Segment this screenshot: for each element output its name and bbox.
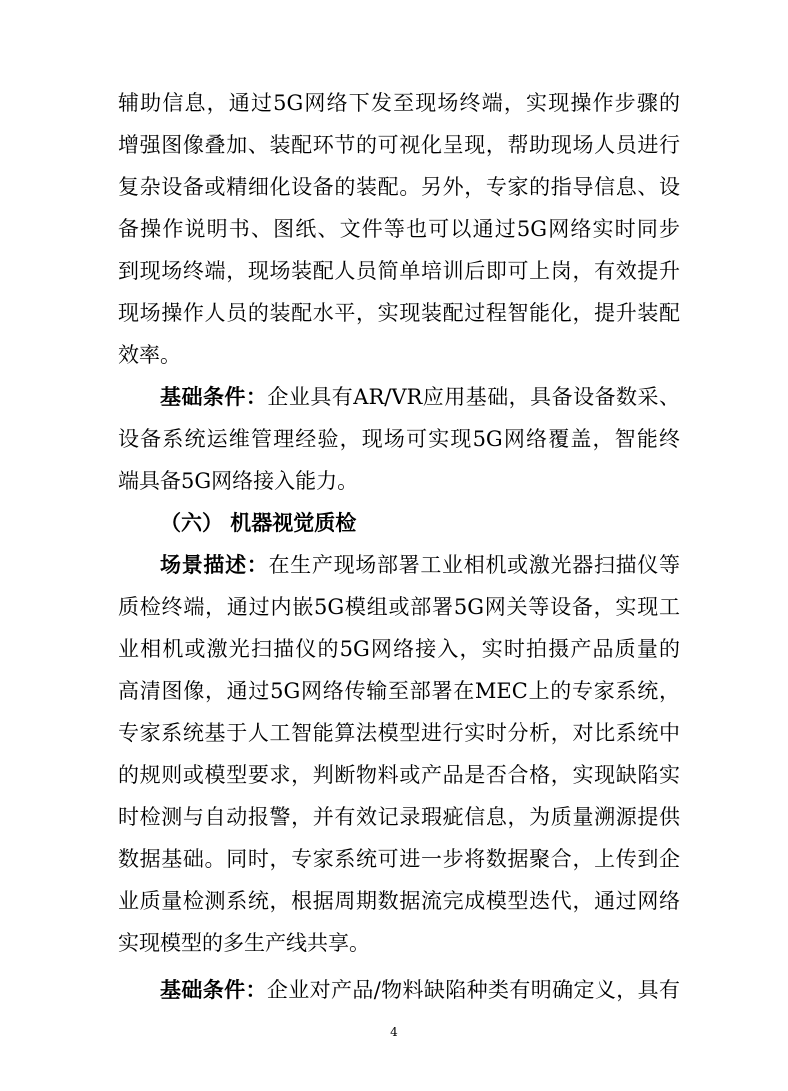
paragraph-line: 辅助信息，通过5G网络下发至现场终端，实现操作步骤的 [118,91,680,115]
paragraph-line: 设备系统运维管理经验，现场可实现5G网络覆盖，智能终 [118,427,680,451]
paragraph-line: 数据基础。同时，专家系统可进一步将数据聚合，上传到企 [118,847,680,871]
paragraph-line: 的规则或模型要求，判断物料或产品是否合格，实现缺陷实 [118,763,680,787]
section-heading: （六） 机器视觉质检 [160,510,357,535]
basic-conditions-line [160,975,680,1005]
basic-conditions-text: 企业具有AR/VR应用基础，具备设备数采、 [267,385,680,409]
paragraph-line: 业相机或激光扫描仪的5G网络接入，实时拍摄产品质量的 [118,637,680,661]
paragraph-line: 复杂设备或精细化设备的装配。另外，专家的指导信息、设 [118,175,680,199]
paragraph-line: 质检终端，通过内嵌5G模组或部署5G网关等设备，实现工 [118,595,680,619]
paragraph-line: 时检测与自动报警，并有效记录瑕疵信息，为质量溯源提供 [118,805,680,829]
paragraph-line: 备操作说明书、图纸、文件等也可以通过5G网络实时同步 [118,217,680,241]
paragraph-line: 业质量检测系统，根据周期数据流完成模型迭代，通过网络 [118,889,680,913]
scene-description-label: 场景描述： [160,552,269,577]
paragraph-line: 端具备5G网络接入能力。 [118,469,359,493]
paragraph-line: 高清图像，通过5G网络传输至部署在MEC上的专家系统， [118,679,680,703]
page-number: 4 [390,1025,398,1039]
paragraph-line: 增强图像叠加、装配环节的可视化呈现，帮助现场人员进行 [118,133,680,157]
scene-description-line [160,550,680,580]
paragraph-line: 实现模型的多生产线共享。 [118,931,370,955]
paragraph-line: 到现场终端，现场装配人员简单培训后即可上岗，有效提升 [118,259,680,283]
basic-conditions-label: 基础条件： [160,384,268,409]
paragraph-line: 效率。 [118,343,181,367]
paragraph-line: 现场操作人员的装配水平，实现装配过程智能化，提升装配 [118,301,680,325]
basic-conditions-line [160,382,680,412]
scene-description-text: 在生产现场部署工业相机或激光器扫描仪等 [268,553,681,577]
paragraph-line: 专家系统基于人工智能算法模型进行实时分析，对比系统中 [118,721,680,745]
basic-conditions-text: 企业对产品/物料缺陷种类有明确定义，具有 [266,978,680,1002]
basic-conditions-label: 基础条件： [160,977,267,1002]
